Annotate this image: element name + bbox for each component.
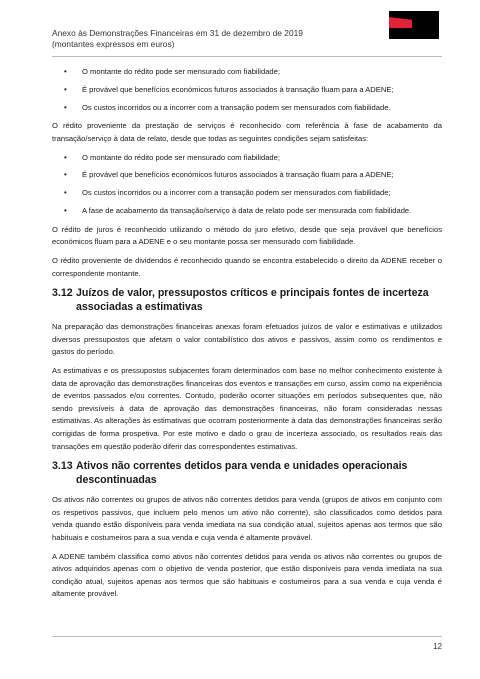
- document-body: [52, 66, 442, 607]
- list-item: • Os custos incorridos ou a incorrer com a transação podem ser mensurados com fiabilidade.: [52, 102, 442, 115]
- footer-divider: [52, 636, 442, 637]
- page-header: [52, 28, 442, 50]
- bullet-icon: •: [64, 206, 67, 216]
- section-number: 3.12: [52, 287, 73, 300]
- list-item: • O montante do rédito pode ser mensurado com fiabilidade;: [52, 66, 442, 79]
- section-title: Ativos não correntes detidos para venda e unidades operacionais descontinuadas: [76, 460, 408, 487]
- paragraph-services-revenue: O rédito proveniente da prestação de serviços é reconhecido com referência à fase de acabamento da transação/serviço à data de relato, desde que todas as seguintes condições sejam satisfeitas:: [52, 121, 442, 143]
- section-heading-3-12: [52, 286, 442, 314]
- header-subtitle: (montantes expressos em euros): [52, 39, 175, 49]
- header-divider: [52, 56, 442, 57]
- paragraph-interest-revenue: O rédito de juros é reconhecido utilizando o método do juro efetivo, desde que seja provável que benefícios económicos fluam para a ADENE e o seu montante possa ser mensurado com fiabilidade.: [52, 224, 442, 247]
- bullet-list-services-conditions: [52, 152, 442, 218]
- bullet-icon: •: [64, 67, 67, 76]
- paragraph-held-for-sale: Os ativos não correntes ou grupos de ativos não correntes detidos para venda (grupos de ativos em conjunto com os respetivos passivos, que incluem pelo menos um ativo não corrente), são classificados como detidos para venda quando estão disponíveis para venda imediata na sua condição atual, sujeitos apenas aos termos que são habituais e costumeiros para a sua venda e cuja venda é altamente provável.: [52, 495, 442, 542]
- paragraph-judgements: Na preparação das demonstrações financeiras anexas foram efetuados juízos de valor e estimativas e utilizados diversos pressupostos que afetam o valor contabilístico dos ativos e passivos, assim como os rendimentos e gastos do período.: [52, 322, 442, 357]
- section-title: Juízos de valor, pressupostos críticos e principais fontes de incerteza associadas a estimativas: [76, 287, 429, 314]
- page-number: 12: [433, 642, 442, 651]
- company-logo: [389, 11, 439, 39]
- paragraph-dividend-revenue: O rédito proveniente de dividendos é reconhecido quando se encontra estabelecido o direito da ADENE receber o correspondente montante.: [52, 256, 442, 278]
- list-item: • É provável que benefícios económicos futuros associados à transação fluam para a ADENE;: [52, 169, 442, 182]
- list-item: • A fase de acabamento da transação/serviço à data de relato pode ser mensurada com fiabilidade.: [52, 205, 442, 218]
- bullet-icon: •: [64, 102, 67, 112]
- list-item: • O montante do rédito pode ser mensurado com fiabilidade;: [52, 152, 442, 165]
- paragraph-estimates: As estimativas e os pressupostos subjacentes foram determinados com base no melhor conhecimento existente à data de aprovação das demonstrações financeiras dos eventos e transações em curso, assim como na experiência de eventos passados e/ou correntes. Contudo, poderão ocorrer situações em períodos subsequentes que, não sendo previsíveis à data de aprovação das demonstrações financeiras, não foram consideradas nessas estimativas. As alterações às estimativas que ocorram posteriormente à data das demonstrações financeiras serão corrigidas de forma prospetiva. Por este motivo e dado o grau de incerteza associado, os resultados reais das transações em questão poderão diferir das correspondentes estimativas.: [52, 365, 442, 451]
- bullet-icon: •: [64, 188, 67, 198]
- paragraph-held-for-sale-acquired: A ADENE também classifica como ativos não correntes detidos para venda os ativos não correntes ou grupos de ativos adquiridos apenas com o objetivo de venda posterior, que estão disponíveis para venda imediata na sua condição atual, sujeitos apenas aos termos que são habituais e costumeiros para a sua venda e cuja venda é altamente provável.: [52, 551, 442, 599]
- section-number: 3.13: [52, 460, 73, 473]
- list-item: • É provável que benefícios económicos futuros associados à transação fluam para a ADENE;: [52, 84, 442, 97]
- bullet-icon: •: [64, 152, 67, 162]
- bullet-list-revenue-conditions: [52, 66, 442, 114]
- bullet-icon: •: [64, 84, 67, 94]
- bullet-icon: •: [64, 170, 67, 180]
- logo-accent-shape: [389, 17, 412, 28]
- section-heading-3-13: [52, 459, 442, 487]
- header-title: Anexo às Demonstrações Financeiras em 31 de dezembro de 2019: [52, 28, 303, 38]
- list-item: • Os custos incorridos ou a incorrer com a transação podem ser mensurados com fiabilidade;: [52, 187, 442, 200]
